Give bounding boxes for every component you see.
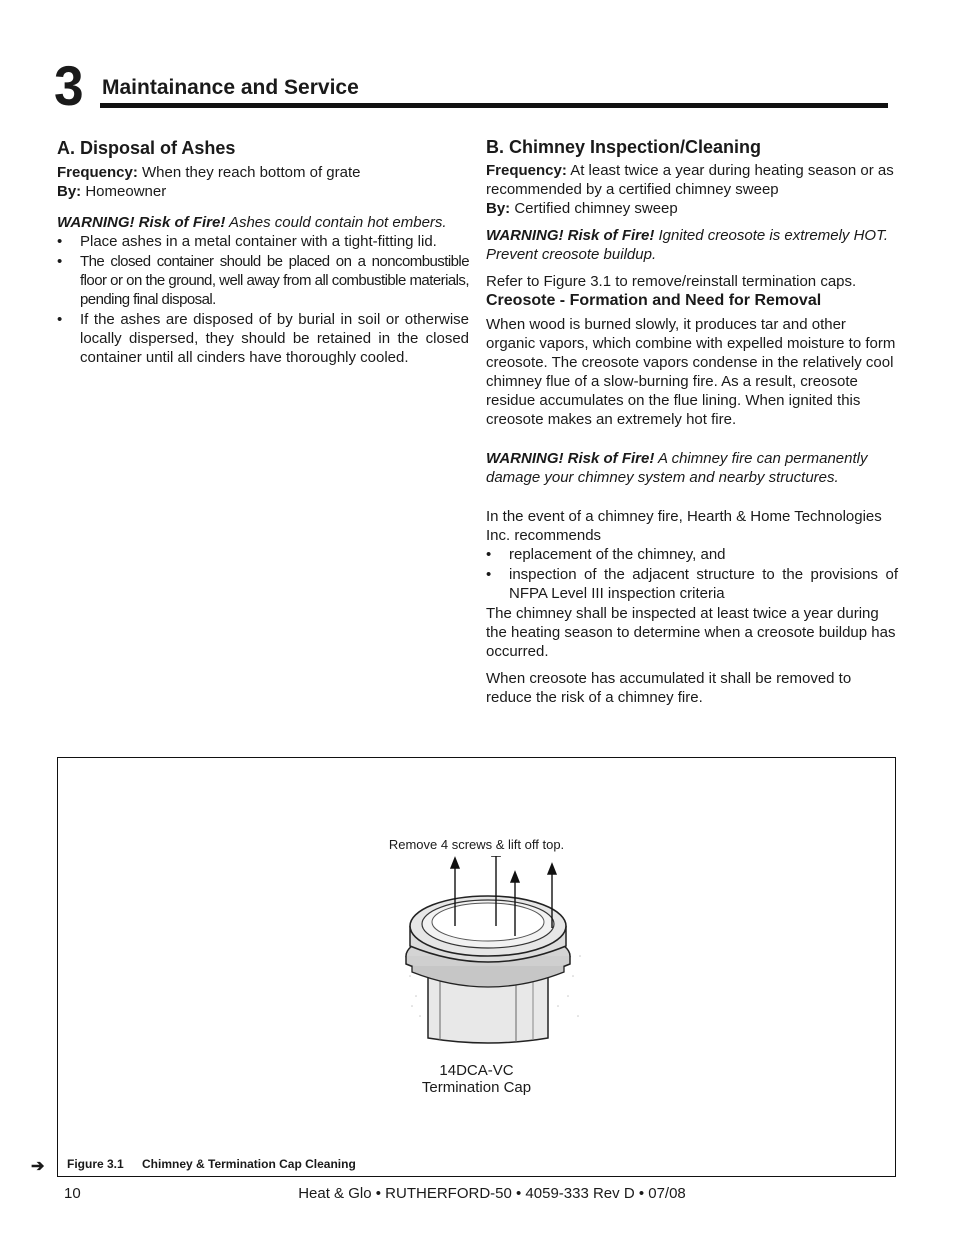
part-model: 14DCA-VC [439, 1062, 514, 1079]
frequency-label: Frequency: [57, 164, 138, 181]
by-value: Certified chimney sweep [510, 200, 678, 217]
figure-box [57, 757, 896, 1177]
list-item: • Place ashes in a metal container with a tight-fitting lid. [57, 232, 469, 251]
list-item: • The closed container should be placed on a noncombustible floor or on the ground, well away from all combustible materials, pending final disposal. [57, 252, 469, 309]
frequency-value: When they reach bottom of grate [137, 164, 361, 181]
section-b-warning-chimney-fire [486, 449, 898, 487]
figure-part-label [58, 1062, 895, 1096]
section-disposal-of-ashes [57, 136, 469, 368]
chapter-number: 3 [54, 54, 82, 117]
section-a-frequency [57, 163, 469, 182]
chimney-fire-event-text: In the event of a chimney fire, Hearth & Home Technologies Inc. recommends [486, 508, 882, 544]
ash-disposal-list [57, 232, 469, 367]
creosote-text: When wood is burned slowly, it produces tar and other organic vapors, which combine with expelled moisture to form creosote. The creosote vapors condense in the relatively cool chimney flue of a slow-burning fire. As a result, creosote residue accumulates on the flue lining. When ignited this creosote makes an extremely hot fire. [486, 316, 896, 428]
right-arrow-icon: ➔ [31, 1158, 45, 1175]
warning-label: WARNING! Risk of Fire! [486, 450, 655, 467]
list-item: • inspection of the adjacent structure to the provisions of NFPA Level III inspection criteria [486, 565, 898, 603]
list-item: • If the ashes are disposed of by burial in soil or otherwise locally dispersed, they should be retained in the closed container until all cinders have thoroughly cooled. [57, 310, 469, 367]
section-b-by [486, 199, 898, 218]
figure-caption [67, 1157, 356, 1171]
figure-caption-text: Chimney & Termination Cap Cleaning [142, 1157, 356, 1171]
section-chimney-inspection [486, 135, 898, 707]
section-b-frequency [486, 161, 898, 199]
warning-label: WARNING! Risk of Fire! [486, 227, 655, 244]
inspection-text: The chimney shall be inspected at least twice a year during the heating season to determine when a creosote buildup has occurred. [486, 605, 896, 660]
figure-callout: Remove 4 screws & lift off top. [388, 837, 565, 852]
by-label: By: [57, 183, 82, 200]
warning-text: Ashes could contain hot embers. [225, 214, 447, 231]
by-value: Homeowner [81, 183, 167, 200]
section-a-title: A. Disposal of Ashes [57, 138, 236, 158]
warning-label: WARNING! Risk of Fire! [57, 214, 226, 231]
creosote-title: Creosote - Formation and Need for Removal [486, 292, 822, 309]
section-a-warning [57, 213, 469, 232]
refer-figure-text: Refer to Figure 3.1 to remove/reinstall termination caps. [486, 273, 857, 290]
figure-number: Figure 3.1 [67, 1157, 124, 1171]
frequency-value: At least twice a year during heating season or as recommended by a certified chimney sweep [486, 162, 894, 198]
page-number: 10 [64, 1185, 81, 1202]
by-label: By: [486, 200, 511, 217]
warning-text: A chimney fire can permanently damage your chimney system and nearby structures. [486, 450, 868, 486]
termination-cap-illustration [398, 856, 598, 1051]
list-item: • replacement of the chimney, and [486, 545, 898, 564]
warning-text: Ignited creosote is extremely HOT. Prevent creosote buildup. [486, 227, 889, 263]
section-b-warning-creosote [486, 226, 898, 264]
removal-text: When creosote has accumulated it shall be removed to reduce the risk of a chimney fire. [486, 670, 852, 706]
header-rule [100, 103, 888, 108]
chapter-title: Maintainance and Service [102, 76, 359, 99]
section-b-title: B. Chimney Inspection/Cleaning [486, 137, 762, 157]
footer-document-info: Heat & Glo • RUTHERFORD-50 • 4059-333 Rev D • 07/08 [298, 1185, 686, 1202]
part-name: Termination Cap [421, 1079, 532, 1096]
chimney-fire-list [486, 545, 898, 603]
frequency-label: Frequency: [486, 162, 567, 179]
section-a-by [57, 182, 469, 201]
